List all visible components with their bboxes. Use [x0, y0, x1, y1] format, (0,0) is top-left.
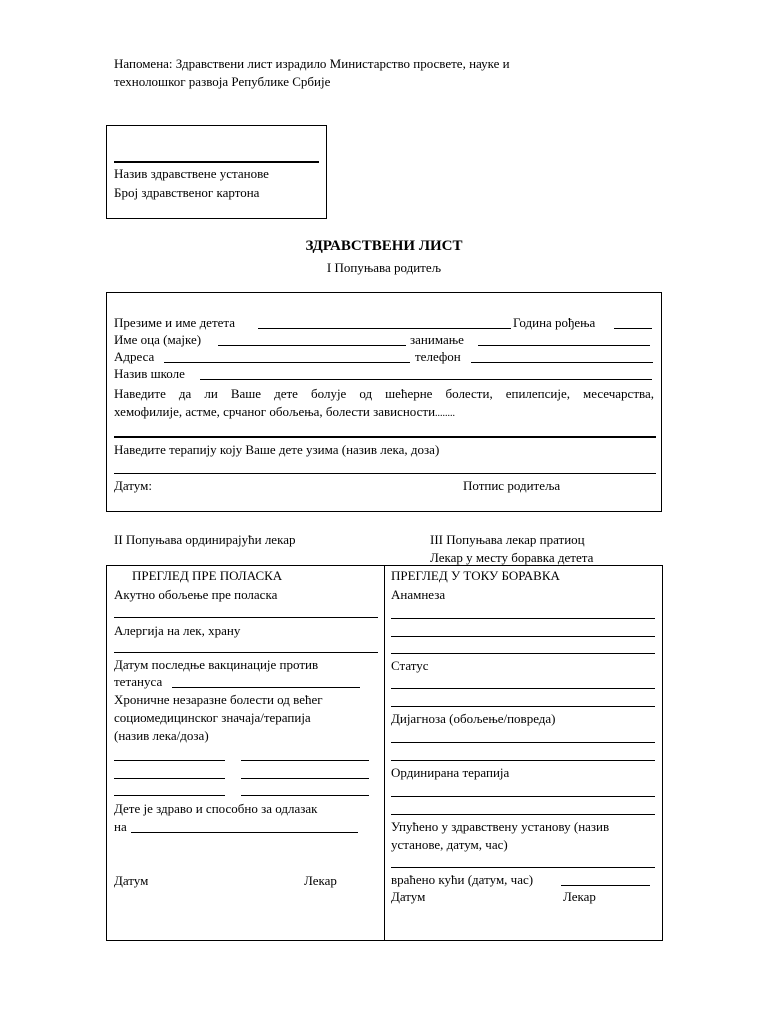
prescribed-therapy-line-1[interactable] — [391, 796, 655, 797]
page-title: ЗДРАВСТВЕНИ ЛИСТ — [305, 238, 463, 254]
referred-line[interactable] — [391, 867, 655, 868]
chronic-label-2: социомедицинског значаја/терапија — [114, 710, 311, 725]
diagnosis-line-2[interactable] — [391, 760, 655, 761]
parent-name-line[interactable] — [218, 345, 406, 346]
diseases-answer-line[interactable] — [114, 436, 656, 438]
exam-table-divider — [384, 565, 385, 941]
note-line-1: Напомена: Здравствени лист израдило Министарство просвете, науке и — [114, 56, 510, 71]
parent-name-label: Име оца (мајке) — [114, 332, 202, 347]
chronic-line-3a[interactable] — [114, 795, 225, 796]
chronic-label-3: (назив лека/доза) — [114, 728, 209, 743]
vaccination-label-2: тетануса — [114, 674, 163, 689]
allergy-label: Алергија на лек, храну — [114, 623, 241, 638]
returned-home-line[interactable] — [561, 885, 650, 886]
anamnesis-line-3[interactable] — [391, 653, 655, 654]
pre-departure-doctor-label: Лекар — [304, 873, 337, 888]
parent-signature-label: Потпис родитеља — [463, 478, 561, 493]
prescribed-therapy-line-2[interactable] — [391, 814, 655, 815]
status-label: Статус — [391, 658, 429, 673]
status-line-1[interactable] — [391, 688, 655, 689]
occupation-line[interactable] — [478, 345, 650, 346]
referred-label-1: Упућено у здравствену установу (назив — [391, 819, 610, 834]
anamnesis-line-2[interactable] — [391, 636, 655, 637]
note-line-2: технолошког развоја Републике Србије — [114, 74, 331, 89]
school-label: Назив школе — [114, 366, 185, 381]
anamnesis-line-1[interactable] — [391, 618, 655, 619]
diseases-question-line-1: Наведите да ли Ваше дете болује од шећерне болести, епилепсије, месечарства, — [114, 386, 654, 401]
during-stay-doctor-label: Лекар — [563, 889, 596, 904]
during-stay-date-label: Датум — [391, 889, 426, 904]
vaccination-label-1: Датум последње вакцинације против — [114, 657, 319, 672]
healthy-label-1: Дете је здраво и способно за одлазак — [114, 801, 318, 816]
pre-departure-heading: ПРЕГЛЕД ПРЕ ПОЛАСКА — [132, 568, 283, 583]
section-2-label: II Попуњава ординирајући лекар — [114, 532, 296, 547]
prescribed-therapy-label: Ординирана терапија — [391, 765, 510, 780]
section-3-sublabel: Лекар у месту боравка детета — [430, 550, 594, 565]
child-name-label: Презиме и име детета — [114, 315, 236, 330]
diseases-question-text: хемофилије, астме, срчаног обољења, болести зависности — [114, 404, 436, 419]
diagnosis-line-1[interactable] — [391, 742, 655, 743]
vaccination-line[interactable] — [172, 687, 360, 688]
diseases-dots: ........ — [435, 408, 456, 419]
therapy-line[interactable] — [114, 473, 656, 474]
diagnosis-label: Дијагноза (обољење/повреда) — [391, 711, 556, 726]
address-line[interactable] — [164, 362, 410, 363]
page-subtitle: I Попуњава родитељ — [326, 260, 442, 275]
therapy-label: Наведите терапију коју Ваше дете узима (назив лека, доза) — [114, 442, 440, 457]
chronic-line-1b[interactable] — [241, 760, 369, 761]
healthy-label-2: на — [114, 819, 127, 834]
allergy-line[interactable] — [114, 652, 378, 653]
acute-illness-label: Акутно обољење пре поласка — [114, 587, 278, 602]
parent-date-label: Датум: — [114, 478, 152, 493]
chronic-line-2a[interactable] — [114, 778, 225, 779]
phone-line[interactable] — [471, 362, 653, 363]
chronic-line-1a[interactable] — [114, 760, 225, 761]
institution-name-line — [114, 161, 319, 163]
returned-home-label: враћено кући (датум, час) — [391, 872, 534, 887]
child-name-line[interactable] — [258, 328, 511, 329]
diseases-question-line-2 — [114, 403, 455, 422]
section-3-label: III Попуњава лекар пратиоц — [430, 532, 585, 547]
during-stay-heading: ПРЕГЛЕД У ТОКУ БОРАВКА — [391, 568, 560, 583]
chronic-label-1: Хроничне незаразне болести од већег — [114, 692, 323, 707]
chronic-line-3b[interactable] — [241, 795, 369, 796]
school-line[interactable] — [200, 379, 652, 380]
birth-year-label: Година рођења — [513, 315, 596, 330]
pre-departure-date-label: Датум — [114, 873, 149, 888]
status-line-2[interactable] — [391, 706, 655, 707]
referred-label-2: установе, датум, час) — [391, 837, 508, 852]
occupation-label: занимање — [410, 332, 464, 347]
phone-label: телефон — [415, 349, 461, 364]
anamnesis-label: Анамнеза — [391, 587, 446, 602]
institution-name-label: Назив здравствене установе — [114, 166, 269, 181]
health-card-label: Број здравственог картона — [114, 185, 260, 200]
acute-illness-line[interactable] — [114, 617, 378, 618]
chronic-line-2b[interactable] — [241, 778, 369, 779]
healthy-destination-line[interactable] — [131, 832, 358, 833]
address-label: Адреса — [114, 349, 155, 364]
birth-year-line[interactable] — [614, 328, 652, 329]
